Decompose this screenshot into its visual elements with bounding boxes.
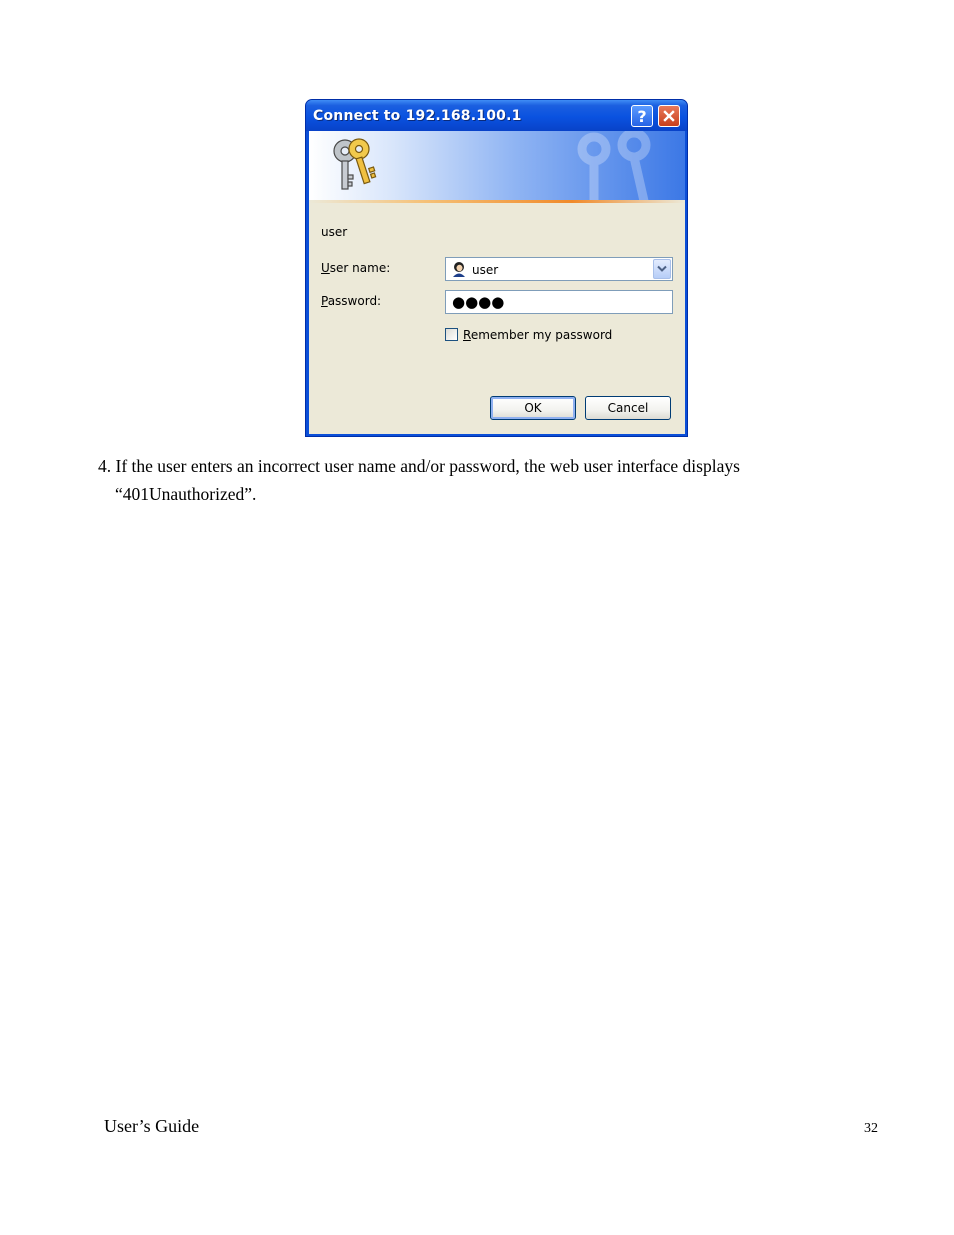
close-icon <box>663 110 675 122</box>
banner-watermark-icon <box>564 131 684 201</box>
chevron-down-icon <box>657 265 667 273</box>
step-text-line2: “401Unauthorized”. <box>115 484 257 504</box>
step-text-line1: 4. If the user enters an incorrect user name and/or password, the web user interface displays <box>98 456 740 476</box>
step-paragraph <box>98 452 858 508</box>
username-label <box>321 261 390 275</box>
dialog-banner <box>309 131 685 201</box>
password-field[interactable] <box>445 290 673 314</box>
page-number: 32 <box>864 1121 878 1136</box>
username-dropdown-button[interactable] <box>653 259 671 279</box>
username-value: user <box>472 263 499 277</box>
cancel-button[interactable] <box>585 396 671 420</box>
dialog-title: Connect to 192.168.100.1 <box>313 108 522 124</box>
realm-text: user <box>321 225 348 239</box>
footer-guide-title: User’s Guide <box>104 1116 200 1136</box>
keys-icon <box>325 135 381 195</box>
password-label-text: assword: <box>327 294 382 308</box>
dialog-body <box>309 131 685 434</box>
remember-label-accesskey: R <box>463 328 471 342</box>
remember-password-checkbox[interactable] <box>445 328 458 341</box>
password-label <box>321 294 381 308</box>
password-value: ●●●● <box>452 293 505 311</box>
close-button[interactable] <box>658 105 680 127</box>
banner-divider <box>309 200 685 203</box>
user-avatar-icon <box>451 261 467 277</box>
username-label-text: ser name: <box>329 261 391 275</box>
username-label-accesskey: U <box>321 261 330 275</box>
help-button[interactable] <box>631 105 653 127</box>
remember-label-text: emember my password <box>470 328 613 342</box>
password-label-accesskey: P <box>321 294 328 308</box>
ok-button[interactable] <box>490 396 576 420</box>
title-bar[interactable] <box>306 100 687 131</box>
ok-button-label: OK <box>524 401 542 415</box>
remember-password-label[interactable] <box>463 328 612 342</box>
help-icon: ? <box>637 106 647 126</box>
cancel-button-label: Cancel <box>607 401 649 415</box>
login-dialog <box>305 99 688 437</box>
username-combobox[interactable] <box>445 257 673 281</box>
